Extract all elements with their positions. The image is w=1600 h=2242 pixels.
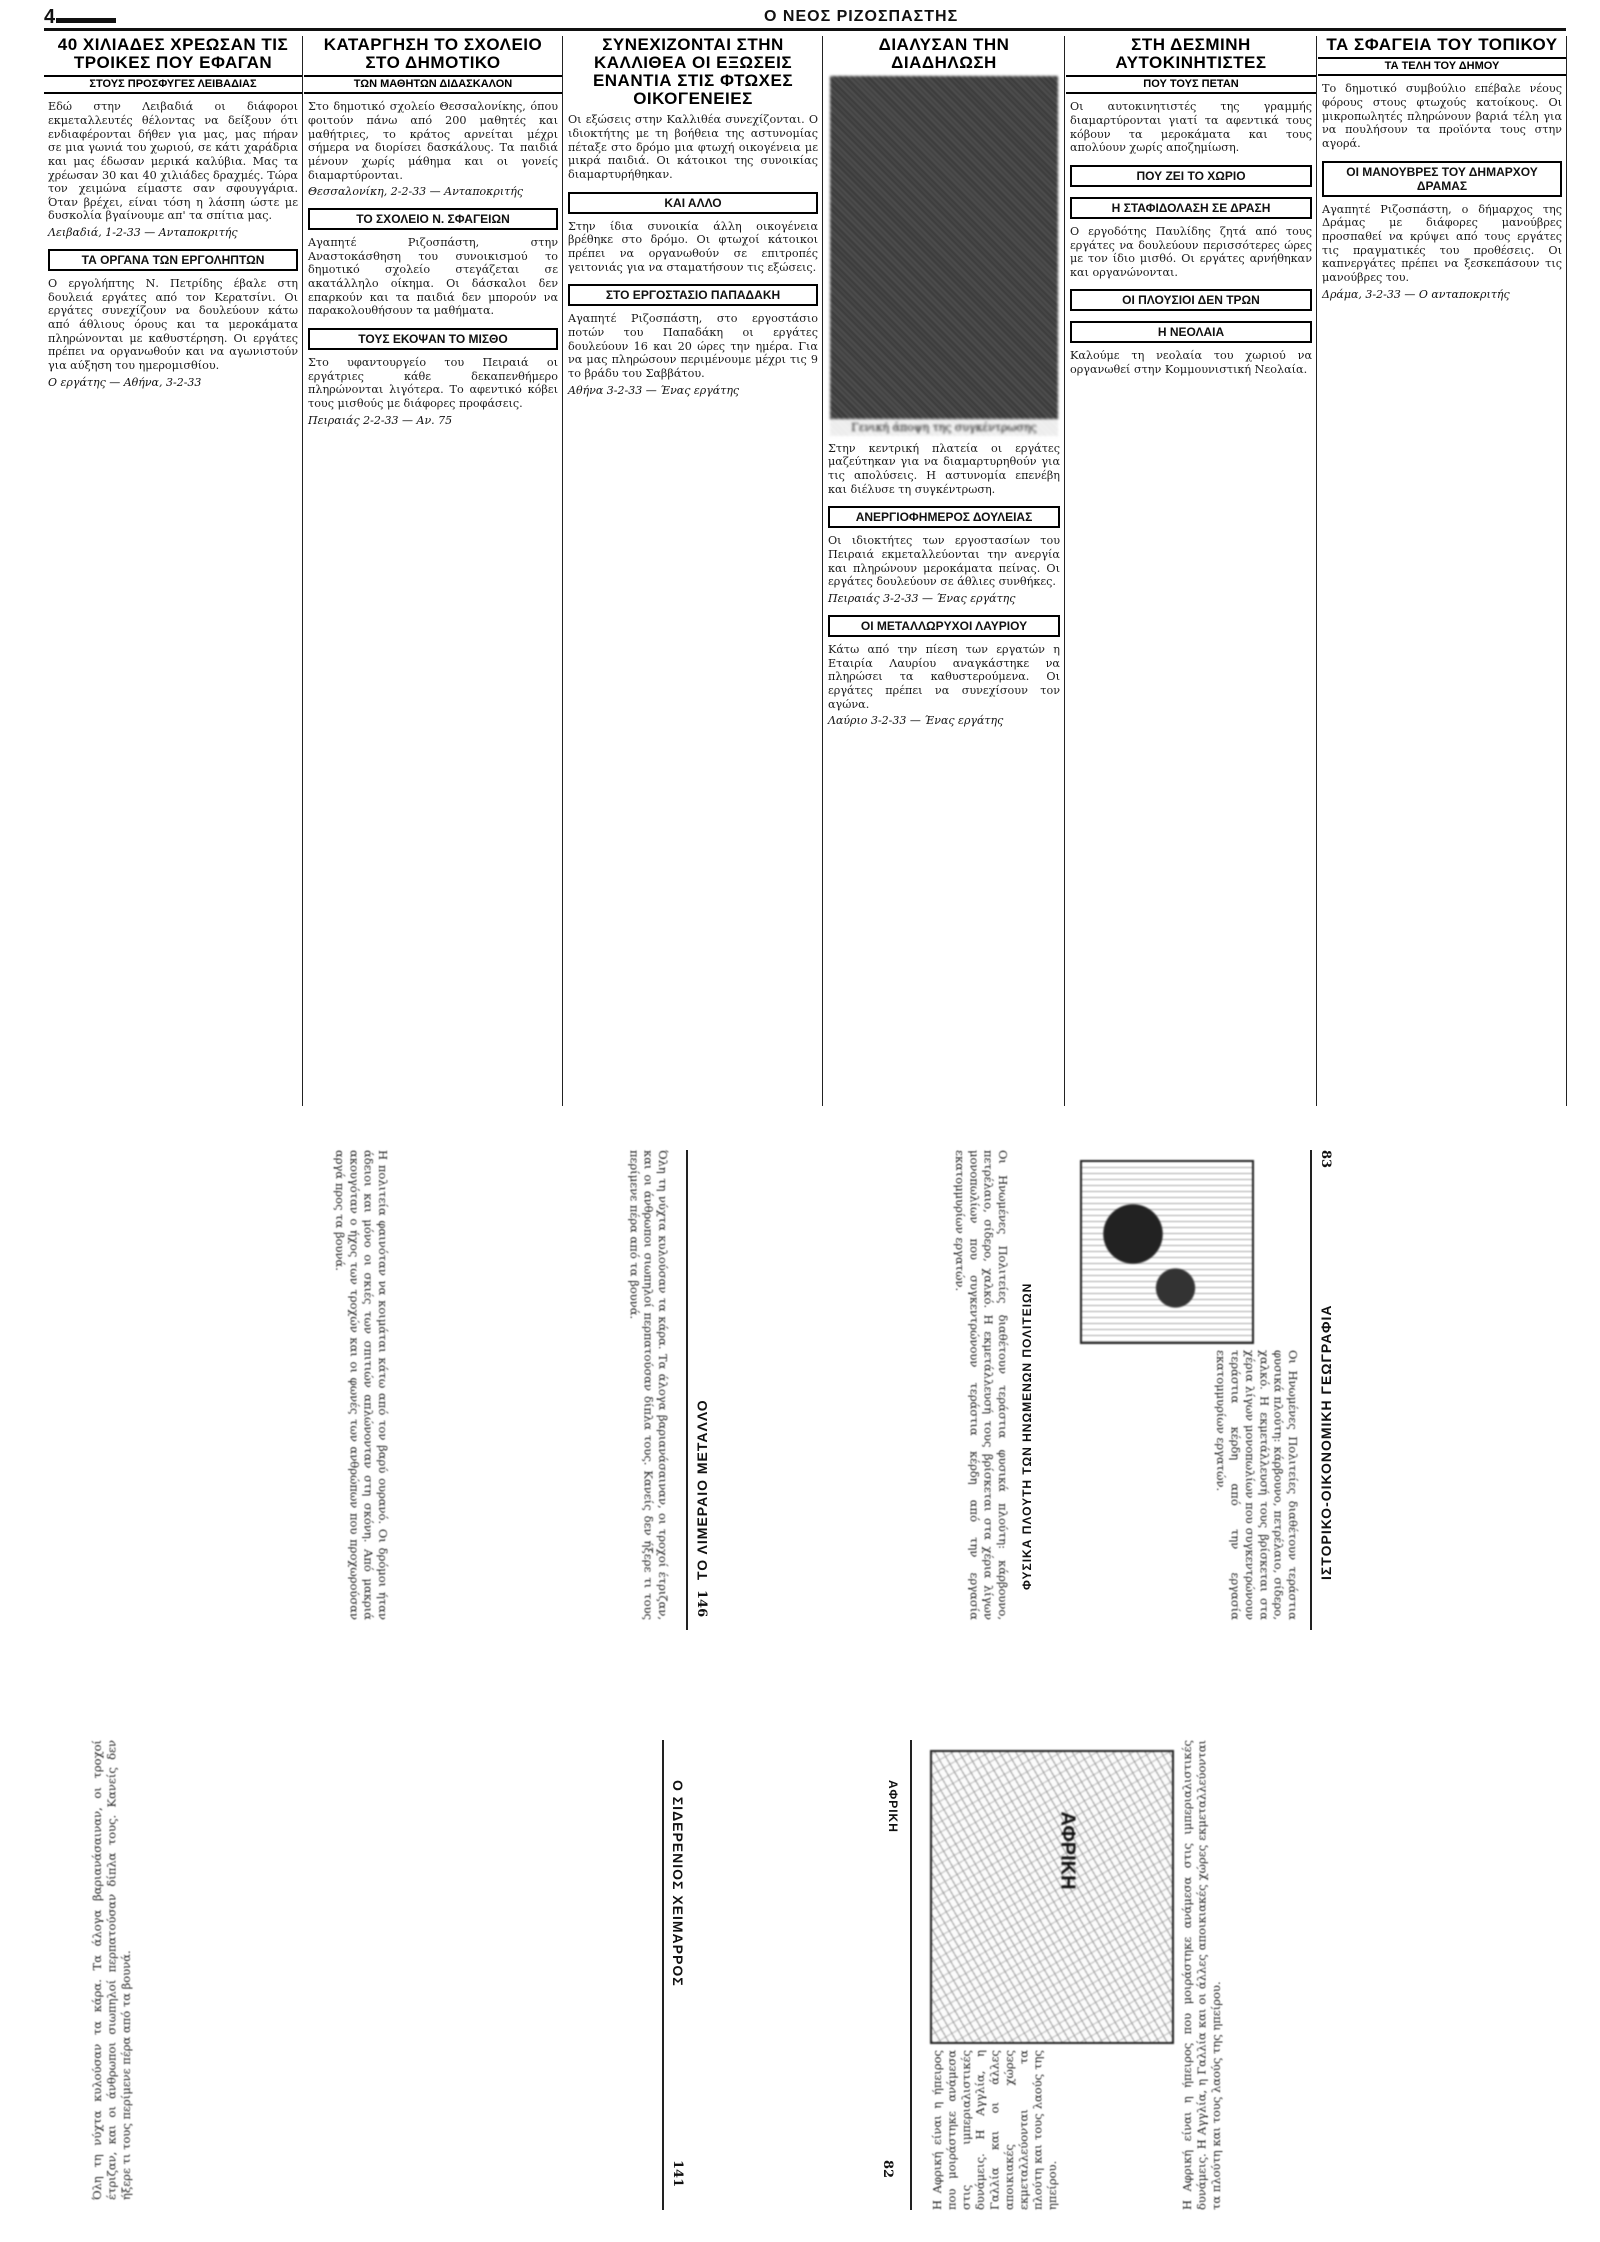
column-1-headline: 40 ΧΙΛΙΑΔΕΣ ΧΡΕΩΣΑΝ ΤΙΣ ΤΡΟΙΚΕΣ ΠΟΥ ΕΦΑΓΑΝ bbox=[57, 36, 289, 72]
column-2 bbox=[304, 36, 563, 1106]
column-6-box-title: ΟΙ ΜΑΝΟΥΒΡΕΣ ΤΟΥ ΔΗΜΑΡΧΟΥ ΔΡΑΜΑΣ bbox=[1322, 161, 1562, 197]
column-2-body: Στο δημοτικό σχολείο Θεσσαλονίκης, όπου φοιτούν πάνω από 200 μαθητές και μαθήτριες, το κράτος αρνείται μέχρι σήμερα να διορίσει δασκάλους. Τα παιδιά μένουν χωρίς μάθημα και οι γονείς διαμαρτύρονται. bbox=[308, 100, 558, 182]
spread-bottom-right-text-b: Η Αφρική είναι η ήπειρος που μοιράστηκε ανάμεσα στις ιμπεριαλιστικές δυνάμεις. Η Αγγλία, η Γαλλία και οι άλλες αποικιακές χώρες εκμεταλλεύονται τα πλούτη και τους λαούς της ηπείρου. bbox=[1180, 1740, 1223, 2210]
column-1-signature: Λειβαδιά, 1-2-33 — Ανταποκριτής bbox=[48, 226, 238, 240]
spread-bottom-right-title: ΑΦΡΙΚΗ bbox=[886, 1780, 900, 1833]
column-2-box-title-2: ΤΟΥΣ ΕΚΟΨΑΝ ΤΟ ΜΙΣΘΟ bbox=[308, 328, 558, 350]
spread-bottom-right-rule bbox=[910, 1740, 912, 2210]
column-5-subhead: ΠΟΥ ΤΟΥΣ ΠΕΤΑΝ bbox=[1066, 75, 1316, 95]
column-3-body-3: Αγαπητέ Ριζοσπάστη, στο εργοστάσιο ποτών του Παπαδάκη οι εργάτες δουλεύουν 16 και 20 ώρες την ημέρα. Για να μας πληρώσουν περιμένουμε μέχρι τις 9 το βράδυ του Σαββάτου. bbox=[568, 312, 818, 380]
column-2-headline: ΚΑΤΑΡΓΗΣΗ ΤΟ ΣΧΟΛΕΙΟ ΣΤΟ ΔΗΜΟΤΙΚΟ bbox=[323, 36, 543, 72]
column-4-signature-2: Πειραιάς 3-2-33 — Ένας εργάτης bbox=[828, 591, 1016, 605]
column-1-subhead: ΣΤΟΥΣ ΠΡΟΣΦΥΓΕΣ ΛΕΙΒΑΔΙΑΣ bbox=[44, 75, 302, 95]
column-3-body-2: Στην ίδια συνοικία άλλη οικογένεια βρέθηκε στο δρόμο. Οι φτωχοί κάτοικοι πρέπει να οργανωθούν σε επιτροπές γειτονιάς για να σταματήσουν τις εξώσεις. bbox=[568, 219, 818, 274]
spread-top-left-text-b: Όλη τη νύχτα κυλούσαν τα κάρα. Τα άλογα βαριανάσαιναν, οι τροχοί έτριζαν, και οι άνθρωποι σιωπηλοί περπατούσαν δίπλα τους. Κανείς δεν ήξερε τι τους περίμενε πέρα από τα βουνά. bbox=[627, 1150, 670, 1620]
column-5-box-title-4: Η ΝΕΟΛΑΙΑ bbox=[1070, 321, 1312, 343]
column-3-signature-3: Αθήνα 3-2-33 — Ένας εργάτης bbox=[568, 383, 740, 397]
spread-top-map bbox=[1080, 1160, 1254, 1344]
column-4-box-title-2: ΟΙ ΜΕΤΑΛΛΩΡΥΧΟΙ ΛΑΥΡΙΟΥ bbox=[828, 615, 1060, 637]
column-2-body-2: Αγαπητέ Ριζοσπάστη, στην Αναστοκάσθηση του συνοικισμού το δημοτικό σχολείο στεγάζεται σε ακατάλληλο οίκημα. Οι δάσκαλοι δεν επαρκούν και τα παιδιά δεν μπορούν να παρακολουθήσουν τα μαθήματα. bbox=[308, 236, 558, 318]
column-4 bbox=[824, 36, 1065, 1106]
column-6-subhead: ΤΑ ΤΕΛΗ ΤΟΥ ΔΗΜΟΥ bbox=[1318, 57, 1566, 77]
spread-bottom-right-text-a: Η Αφρική είναι η ήπειρος που μοιράστηκε ανάμεσα στις ιμπεριαλιστικές δυνάμεις. Η Αγγλία, η Γαλλία και οι άλλες αποικιακές χώρες εκμεταλλεύονται τα πλούτη και τους λαούς της ηπείρου. bbox=[930, 2050, 1059, 2210]
spread-bottom-left-page bbox=[90, 1740, 730, 2220]
column-4-body-3: Κάτω από την πίεση των εργατών η Εταιρία Λαυρίου αναγκάστηκε να πληρώσει τα καθυστερούμενα. Οι εργάτες πρέπει να συνεχίσουν τον αγώνα. bbox=[828, 642, 1060, 711]
spread-top-right-page-number: 83 bbox=[1318, 1150, 1333, 1169]
column-2-subhead: ΤΩΝ ΜΑΘΗΤΩΝ ΔΙΔΑΣΚΑΛΟΝ bbox=[304, 75, 562, 95]
masthead-rule bbox=[56, 18, 116, 23]
column-4-body: Στην κεντρική πλατεία οι εργάτες μαζεύτηκαν για να διαμαρτυρηθούν για τις απολύσεις. Η αστυνομία επενέβη και διέλυσε τη συγκέντρωση. bbox=[828, 441, 1060, 496]
news-photo bbox=[830, 76, 1058, 436]
spread-top-left-title: ΤΟ ΛΙΜΕΡΑΙΟ ΜΕΤΑΛΛΟ bbox=[694, 1399, 710, 1580]
spread-top-right-text-b: Οι Ηνωμένες Πολιτείες διαθέτουν τεράστια φυσικά πλούτη: κάρβουνο, πετρέλαιο, σίδερο, χαλκό. Η εκμετάλλευσή τους βρίσκεται στα χέρια λίγων μονοπωλίων που συγκεντρώνουν τεράστια κέρδη από την εργασία εκατομμυρίων εργατών. bbox=[1214, 1350, 1300, 1620]
column-5 bbox=[1066, 36, 1317, 1106]
column-3 bbox=[564, 36, 823, 1106]
column-1-box-title: ΤΑ ΟΡΓΑΝΑ ΤΩΝ ΕΡΓΟΛΗΠΤΩΝ bbox=[48, 249, 298, 271]
column-5-body-2: Ο εργοδότης Παυλίδης ζητά από τους εργάτες να δουλεύουν περισσότερες ώρες με τον ίδιο μισθό. Οι εργάτες αρνήθηκαν και οργανώνονται. bbox=[1070, 224, 1312, 279]
column-5-body: Οι αυτοκινητιστές της γραμμής διαμαρτύρονται γιατί τα αφεντικά τους κόβουν τα μεροκάματα και τους απολύουν χωρίς αποζημίωση. bbox=[1070, 100, 1312, 155]
spread-top-right-page bbox=[880, 1150, 1540, 1650]
column-2-signature-3: Πειραιάς 2-2-33 — Αν. 75 bbox=[308, 413, 453, 427]
column-5-box-title: ΠΟΥ ΖΕΙ ΤΟ ΧΩΡΙΟ bbox=[1070, 165, 1312, 187]
column-6-signature-2: Δράμα, 3-2-33 — Ο ανταποκριτής bbox=[1322, 287, 1510, 301]
column-6-body: Το δημοτικό συμβούλιο επέβαλε νέους φόρους στους φτωχούς κατοίκους. Οι μικροπωλητές πληρώνουν βαριά τέλη για να πουλήσουν τα προϊόντα τους στην αγορά. bbox=[1322, 82, 1562, 151]
news-photo-caption: Γενική άποψη της συγκέντρωσης bbox=[830, 419, 1058, 436]
column-2-signature: Θεσσαλονίκη, 2-2-33 — Ανταποκριτής bbox=[308, 185, 524, 199]
spread-top-right-section-heading: ΦΥΣΙΚΑ ΠΛΟΥΤΗ ΤΩΝ ΗΝΩΜΕΝΩΝ ΠΟΛΙΤΕΙΩΝ bbox=[1020, 1282, 1034, 1590]
column-5-box-title-2: Η ΣΤΑΦΙΔΟΛΑΣΗ ΣΕ ΔΡΑΣΗ bbox=[1070, 197, 1312, 219]
spread-bottom-left-text: Όλη τη νύχτα κυλούσαν τα κάρα. Τα άλογα βαριανάσαιναν, οι τροχοί έτριζαν, και οι άνθρωποι σιωπηλοί περπατούσαν δίπλα τους. Κανείς δεν ήξερε τι τους περίμενε πέρα από τα βουνά. bbox=[90, 1740, 133, 2200]
column-5-box-title-3: ΟΙ ΠΛΟΥΣΙΟΙ ΔΕΝ ΤΡΩΝ bbox=[1070, 289, 1312, 311]
africa-map bbox=[930, 1750, 1174, 2044]
spread-top-left-page bbox=[90, 1150, 730, 1650]
spread-bottom-left-rule bbox=[662, 1740, 664, 2210]
africa-map-label: ΑΦΡΙΚΗ bbox=[1056, 1811, 1079, 1890]
spread-top-right-rule bbox=[1310, 1150, 1312, 1630]
spread-bottom-right-page-number: 82 bbox=[880, 2160, 895, 2179]
column-1-signature-2: Ο εργάτης — Αθήνα, 3-2-33 bbox=[48, 375, 202, 389]
column-6-headline: ΤΑ ΣΦΑΓΕΙΑ ΤΟΥ ΤΟΠΙΚΟΥ bbox=[1326, 36, 1558, 54]
column-3-body: Οι εξώσεις στην Καλλιθέα συνεχίζονται. Ο ιδιοκτήτης με τη βοήθεια της αστυνομίας πέταξε στο δρόμο μια φτωχή οικογένεια με μικρά παιδιά. Οι κάτοικοι της συνοικίας διαμαρτυρήθηκαν. bbox=[568, 113, 818, 181]
spread-top-left-text-a: Η πολιτεία φαινόταν να κοιμάται κάτω από τον βαρύ ουρανό. Οι δρόμοι ήταν άδειοι και μόνο οι σκιές των σπιτιών απλώνονταν στη σκόνη. Από μακριά ακουγόταν ο ήχος των τροχών και οι φωνές των ανθρώπων που προχωρούσαν αργά προς τα βουνά. bbox=[332, 1150, 390, 1620]
spread-bottom-left-page-number: 141 bbox=[670, 2160, 685, 2188]
spread-bottom-right-page bbox=[880, 1740, 1540, 2220]
column-4-body-2: Οι ιδιοκτήτες των εργοστασίων του Πειραιά εκμεταλλεύονται την ανεργία και πληρώνουν μεροκάματα πείνας. Οι εργάτες δουλεύουν σε άθλιες συνθήκες. bbox=[828, 534, 1060, 589]
column-5-headline: ΣΤΗ ΔΕΣΜΙΝΗ ΑΥΤΟΚΙΝΗΤΙΣΤΕΣ bbox=[1115, 36, 1267, 72]
column-2-box-title: ΤΟ ΣΧΟΛΕΙΟ Ν. ΣΦΑΓΕΙΩΝ bbox=[308, 208, 558, 230]
column-3-box-title: ΚΑΙ ΑΛΛΟ bbox=[568, 192, 818, 214]
column-4-signature-3: Λαύριο 3-2-33 — Ένας εργάτης bbox=[828, 714, 1004, 728]
spread-top-left-rule bbox=[686, 1150, 688, 1630]
column-1-body-2: Ο εργολήπτης Ν. Πετρίδης έβαλε στη δουλειά εργάτες από τον Κερατσίνι. Οι εργάτες συνεχίζουν να δουλεύουν κάτω από άθλιους όρους και τα μεροκάματα πληρώνονται με καθυστέρηση. Οι εργάτες πρέπει να οργανωθούν και να αγωνιστούν για αύξηση του ημερομισθίου. bbox=[48, 277, 298, 373]
column-6-body-2: Αγαπητέ Ριζοσπάστη, ο δήμαρχος της Δράμας με διάφορες μανούβρες προσπαθεί να κρύψει από τους εργάτες τις πραγματικές του προθέσεις. Οι καπνεργάτες πρέπει να ξεσκεπάσουν τις μανούβρες του. bbox=[1322, 202, 1562, 284]
column-3-headline: ΣΥΝΕΧΙΖΟΝΤΑΙ ΣΤΗΝ ΚΑΛΛΙΘΕΑ ΟΙ ΕΞΩΣΕΙΣ ΕΝΑΝΤΙΑ ΣΤΙΣ ΦΤΩΧΕΣ ΟΙΚΟΓΕΝΕΙΕΣ bbox=[592, 36, 794, 108]
column-4-box-title: ΑΝΕΡΓΙΟΦΗΜΕΡΟΣ ΔΟΥΛΕΙΑΣ bbox=[828, 506, 1060, 528]
spread-top-left-page-number: 146 bbox=[694, 1590, 709, 1618]
page-number: 4 bbox=[44, 6, 56, 28]
column-2-body-3: Στο υφαντουργείο του Πειραιά οι εργάτριες κάθε δεκαπενθήμερο πληρώνονται λιγότερα. Το αφεντικό κόβει τους μισθούς με διάφορες προφάσεις. bbox=[308, 356, 558, 411]
spread-top-right-text-a: Οι Ηνωμένες Πολιτείες διαθέτουν τεράστια φυσικά πλούτη: κάρβουνο, πετρέλαιο, σίδερο, χαλκό. Η εκμετάλλευσή τους βρίσκεται στα χέρια λίγων μονοπωλίων που συγκεντρώνουν τεράστια κέρδη από την εργασία εκατομμυρίων εργατών. bbox=[952, 1150, 1010, 1620]
column-1 bbox=[44, 36, 303, 1106]
column-4-headline: ΔΙΑΛΥΣΑΝ ΤΗΝ ΔΙΑΔΗΛΩΣΗ bbox=[878, 36, 1010, 72]
column-3-box-title-2: ΣΤΟ ΕΡΓΟΣΤΑΣΙΟ ΠΑΠΑΔΑΚΗ bbox=[568, 284, 818, 306]
spread-bottom-left-title: Ο ΣΙΔΕΡΕΝΙΟΣ ΧΕΙΜΑΡΡΟΣ bbox=[670, 1780, 686, 1987]
column-5-body-3: Καλούμε τη νεολαία του χωριού να οργανωθεί στην Κομμουνιστική Νεολαία. bbox=[1070, 349, 1312, 377]
newspaper-name: Ο ΝΕΟΣ ΡΙΖΟΣΠΑΣΤΗΣ bbox=[764, 8, 959, 25]
column-6 bbox=[1318, 36, 1567, 1106]
column-1-body: Εδώ στην Λειβαδιά οι διάφοροι εκμεταλλευτές θέλοντας να δείξουν ότι ενδιαφέρονται δήθεν για μας, μας πήραν σε μια γωνιά του χωριού, σε κάτι χαράδρια και μας έδωσαν μερικά καλύβια. Μας τα χρέωσαν 30 και 40 χιλιάδες δραχμές. Τώρα τον χειμώνα είμαστε σαν σφουγγάρια. Όταν βρέχει, είναι τόση η λάσπη ώστε με δυσκολία βγαίνουμε απ' τα σπίτια μας. bbox=[48, 100, 298, 223]
spread-top-right-title: ΙΣΤΟΡΙΚΟ-ΟΙΚΟΝΟΜΙΚΗ ΓΕΩΓΡΑΦΙΑ bbox=[1318, 1304, 1334, 1580]
masthead bbox=[44, 6, 1566, 31]
